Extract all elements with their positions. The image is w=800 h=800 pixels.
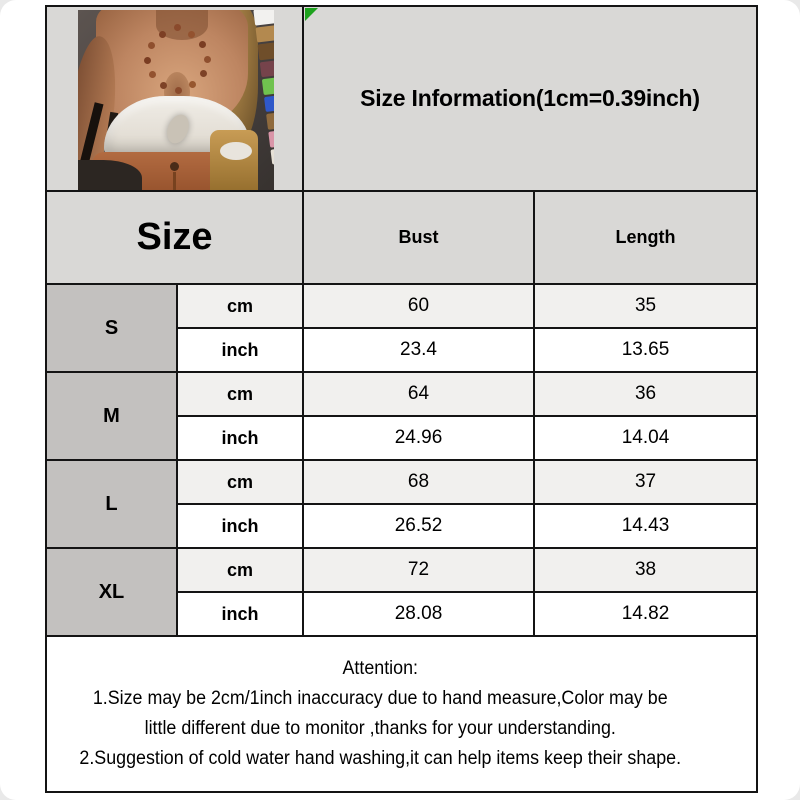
attention-text (47, 654, 713, 774)
page-title: Size Information(1cm=0.39inch) (360, 85, 700, 111)
wooden-stool (210, 130, 258, 190)
unit-cell: inch (177, 328, 303, 372)
title-cell (303, 6, 757, 191)
size-label-s: S (46, 284, 177, 372)
value-s-cm-length: 35 (534, 284, 757, 328)
table-row (46, 372, 757, 416)
color-swatch (255, 25, 274, 43)
attention-section (46, 636, 757, 792)
value-m-cm-bust: 64 (303, 372, 534, 416)
color-swatch (262, 77, 274, 95)
color-swatch (270, 147, 274, 165)
value-xl-inch-bust: 28.08 (303, 592, 534, 636)
value-s-inch-bust: 23.4 (303, 328, 534, 372)
product-photo (78, 10, 274, 190)
unit-cell: cm (177, 372, 303, 416)
attention-line-2: little different due to monitor ,thanks for your understanding. (144, 718, 616, 739)
column-header-bust: Bust (303, 191, 534, 284)
unit-cell: inch (177, 592, 303, 636)
color-swatch (264, 94, 274, 112)
column-header-size: Size (46, 191, 303, 284)
unit-cell: cm (177, 284, 303, 328)
value-m-inch-bust: 24.96 (303, 416, 534, 460)
unit-cell: inch (177, 504, 303, 548)
size-label-xl: XL (46, 548, 177, 636)
size-label-l: L (46, 460, 177, 548)
value-xl-cm-bust: 72 (303, 548, 534, 592)
white-object (220, 142, 252, 160)
unit-cell: cm (177, 548, 303, 592)
pants-fly-seam (173, 172, 176, 190)
color-swatch (268, 129, 274, 147)
table-row (46, 548, 757, 592)
value-l-cm-bust: 68 (303, 460, 534, 504)
unit-cell: inch (177, 416, 303, 460)
value-s-cm-bust: 60 (303, 284, 534, 328)
pants-button (170, 162, 179, 171)
model-neck-shadow (156, 10, 208, 40)
cell-comment-triangle-icon (305, 8, 318, 21)
value-l-cm-length: 37 (534, 460, 757, 504)
value-s-inch-length: 13.65 (534, 328, 757, 372)
table-row (46, 284, 757, 328)
value-l-inch-length: 14.43 (534, 504, 757, 548)
size-label-m: M (46, 372, 177, 460)
attention-heading: Attention: (342, 658, 418, 679)
color-swatch (253, 10, 274, 25)
value-m-cm-length: 36 (534, 372, 757, 416)
value-xl-cm-length: 38 (534, 548, 757, 592)
value-m-inch-length: 14.04 (534, 416, 757, 460)
color-swatch (260, 59, 274, 77)
column-header-length: Length (534, 191, 757, 284)
color-swatch (258, 42, 274, 60)
value-xl-inch-length: 14.82 (534, 592, 757, 636)
value-l-inch-bust: 26.52 (303, 504, 534, 548)
table-row (46, 460, 757, 504)
attention-line-3: 2.Suggestion of cold water hand washing,it can help items keep their shape. (79, 748, 682, 769)
unit-cell: cm (177, 460, 303, 504)
chain-necklace (174, 24, 181, 31)
size-chart-table (45, 5, 758, 793)
color-swatch (266, 112, 274, 130)
attention-line-1: 1.Size may be 2cm/1inch inaccuracy due to hand measure,Color may be (92, 688, 668, 709)
product-photo-cell (46, 6, 303, 191)
